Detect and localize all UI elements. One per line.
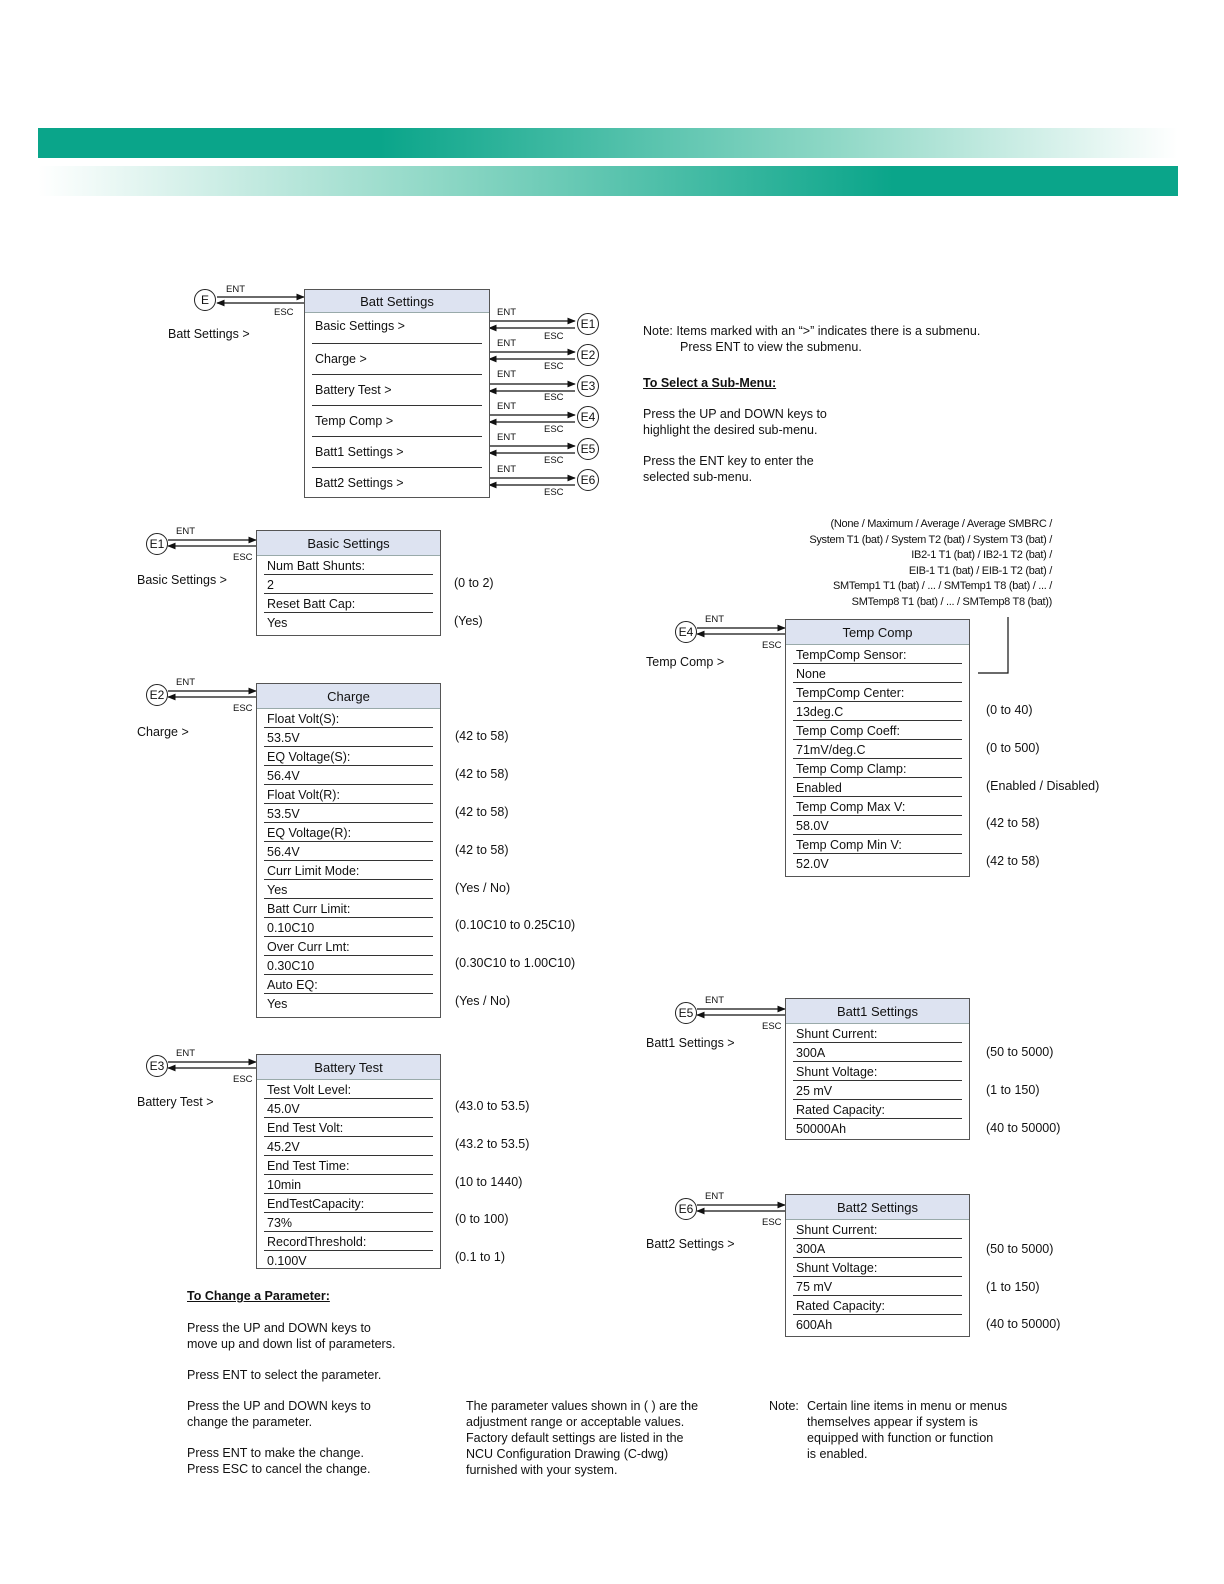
- node-e1: E1: [146, 533, 168, 555]
- param-value[interactable]: 45.2V: [264, 1137, 433, 1156]
- param-value[interactable]: 75 mV: [793, 1277, 962, 1296]
- batt2-settings-menu: [785, 1194, 970, 1337]
- node-e1[interactable]: E1: [577, 313, 599, 335]
- para-line: Press the UP and DOWN keys to: [643, 407, 827, 421]
- param-label: EQ Voltage(S):: [264, 747, 433, 766]
- param-label: TempComp Sensor:: [793, 645, 962, 664]
- para-line: equipped with function or function: [807, 1431, 994, 1445]
- select-submenu-para1: [643, 406, 827, 438]
- param-value[interactable]: Yes: [264, 880, 433, 899]
- param-label: Temp Comp Max V:: [793, 797, 962, 816]
- sensor-options: [760, 517, 1052, 610]
- batt-settings-menu: [304, 289, 490, 498]
- ent-label: ENT: [176, 526, 195, 537]
- range-text: (42 to 58): [455, 805, 509, 819]
- param-label: Test Volt Level:: [264, 1080, 433, 1099]
- range-text: (42 to 58): [986, 854, 1040, 868]
- param-label: Shunt Current:: [793, 1024, 962, 1043]
- e5-node-label: Batt1 Settings >: [646, 1036, 735, 1050]
- esc-label: ESC: [544, 361, 564, 372]
- note-submenu-line1: Note: Items marked with an “>” indicates there is a submenu.: [643, 324, 981, 338]
- select-submenu-para2: [643, 453, 814, 485]
- range-text: (0.30C10 to 1.00C10): [455, 956, 576, 970]
- para-line: change the parameter.: [187, 1415, 313, 1429]
- range-text: (Yes / No): [455, 994, 511, 1008]
- node-e4[interactable]: E4: [577, 406, 599, 428]
- param-value[interactable]: Yes: [267, 616, 288, 630]
- ent-label: ENT: [497, 432, 516, 443]
- batt1-settings-menu: [785, 998, 970, 1140]
- param-label: EndTestCapacity:: [264, 1194, 433, 1213]
- para-line: Certain line items in menu or menus: [807, 1399, 1008, 1413]
- param-value[interactable]: 45.0V: [264, 1099, 433, 1118]
- node-e3: E3: [146, 1055, 168, 1077]
- node-e6: E6: [675, 1198, 697, 1220]
- node-e5: E5: [675, 1002, 697, 1024]
- para-line: NCU Configuration Drawing (C-dwg): [466, 1447, 669, 1461]
- param-label: Shunt Voltage:: [793, 1258, 962, 1277]
- para-line: furnished with your system.: [466, 1463, 618, 1477]
- esc-label: ESC: [544, 455, 564, 466]
- range-text: (42 to 58): [455, 843, 509, 857]
- node-e5[interactable]: E5: [577, 438, 599, 460]
- ent-label: ENT: [497, 369, 516, 380]
- para-line: The parameter values shown in ( ) are the: [466, 1399, 699, 1413]
- param-value[interactable]: 56.4V: [264, 766, 433, 785]
- range-text: (0.1 to 1): [455, 1250, 506, 1264]
- ent-label: ENT: [497, 307, 516, 318]
- note-submenu-line2: Press ENT to view the submenu.: [680, 340, 862, 354]
- range-text: (0 to 2): [454, 576, 494, 590]
- param-value[interactable]: 0.100V: [267, 1254, 307, 1268]
- para-line: Factory default settings are listed in the: [466, 1431, 684, 1445]
- param-value[interactable]: 52.0V: [796, 857, 829, 871]
- ent-label: ENT: [705, 1191, 724, 1202]
- param-value[interactable]: 0.10C10: [264, 918, 433, 937]
- range-text: (0 to 500): [986, 741, 1040, 755]
- param-label: Num Batt Shunts:: [264, 556, 433, 575]
- ent-label: ENT: [705, 614, 724, 625]
- menu-item-battery-test[interactable]: Battery Test >: [312, 375, 482, 406]
- range-text: (0.10C10 to 0.25C10): [455, 918, 576, 932]
- e1-node-label: Basic Settings >: [137, 573, 227, 587]
- range-text: (40 to 50000): [986, 1121, 1061, 1135]
- param-label: Float Volt(S):: [264, 709, 433, 728]
- change-para4: [187, 1445, 370, 1477]
- menu-title: Basic Settings: [257, 531, 440, 556]
- parameter-values-note: [466, 1398, 698, 1478]
- menu-title: Temp Comp: [786, 620, 969, 645]
- range-text: (0 to 100): [455, 1212, 509, 1226]
- range-text: (50 to 5000): [986, 1242, 1054, 1256]
- esc-label: ESC: [233, 552, 253, 563]
- para-line: highlight the desired sub-menu.: [643, 423, 818, 437]
- ent-label: ENT: [176, 677, 195, 688]
- range-text: (42 to 58): [455, 767, 509, 781]
- param-label: Reset Batt Cap:: [264, 594, 433, 613]
- param-value[interactable]: 2: [264, 575, 433, 594]
- para-line: move up and down list of parameters.: [187, 1337, 396, 1351]
- param-label: RecordThreshold:: [264, 1232, 433, 1251]
- change-para3: [187, 1398, 371, 1430]
- menu-title: Batt1 Settings: [786, 999, 969, 1024]
- temp-comp-menu: [785, 619, 970, 877]
- menu-title: Batt Settings: [305, 290, 489, 313]
- sensor-options-line: IB2-1 T1 (bat) / IB2-1 T2 (bat) /: [911, 549, 1052, 561]
- sensor-options-line: EIB-1 T1 (bat) / EIB-1 T2 (bat) /: [908, 564, 1052, 577]
- menu-item-temp-comp[interactable]: Temp Comp >: [312, 406, 482, 437]
- node-e2[interactable]: E2: [577, 344, 599, 366]
- e2-node-label: Charge >: [137, 725, 189, 739]
- ent-label: ENT: [497, 401, 516, 412]
- param-value[interactable]: 10min: [264, 1175, 433, 1194]
- param-value[interactable]: 25 mV: [793, 1081, 962, 1100]
- param-label: Auto EQ:: [264, 975, 433, 994]
- esc-label: ESC: [274, 307, 294, 318]
- sensor-options-line: SMTemp1 T1 (bat) / ... / SMTemp1 T8 (bat) / ... /: [832, 580, 1052, 592]
- param-value[interactable]: Yes: [267, 997, 288, 1011]
- sensor-options-line: SMTemp8 T1 (bat) / ... / SMTemp8 T8 (bat)): [851, 595, 1052, 608]
- range-text: (42 to 58): [986, 816, 1040, 830]
- range-text: (0 to 40): [986, 703, 1033, 717]
- param-value[interactable]: 53.5V: [264, 728, 433, 747]
- ent-label: ENT: [497, 338, 516, 349]
- menu-item-batt2-settings[interactable]: Batt2 Settings >: [315, 476, 404, 490]
- esc-label: ESC: [762, 640, 782, 651]
- param-label: End Test Volt:: [264, 1118, 433, 1137]
- esc-label: ESC: [762, 1217, 782, 1228]
- menu-item-batt1-settings[interactable]: Batt1 Settings >: [312, 437, 482, 468]
- para-line: is enabled.: [807, 1447, 868, 1461]
- param-value[interactable]: 300A: [793, 1239, 962, 1258]
- param-label: Temp Comp Coeff:: [793, 721, 962, 740]
- sensor-options-line: (None / Maximum / Average / Average SMBRC /: [830, 518, 1052, 530]
- para-line: selected sub-menu.: [643, 470, 753, 484]
- param-value[interactable]: 58.0V: [793, 816, 962, 835]
- param-value[interactable]: 0.30C10: [264, 956, 433, 975]
- battery-test-menu: [256, 1054, 441, 1269]
- param-value[interactable]: Enabled: [793, 778, 962, 797]
- charge-menu: [256, 683, 441, 1018]
- para-line: themselves appear if system is: [807, 1415, 978, 1429]
- range-text: (43.0 to 53.5): [455, 1099, 530, 1113]
- e4-node-label: Temp Comp >: [646, 655, 725, 669]
- e3-node-label: Battery Test >: [137, 1095, 214, 1109]
- range-text: (Yes / No): [455, 881, 511, 895]
- param-value[interactable]: 13deg.C: [793, 702, 962, 721]
- node-e4: E4: [675, 621, 697, 643]
- node-e: E: [194, 289, 216, 311]
- node-e2: E2: [146, 684, 168, 706]
- para-line: Press the UP and DOWN keys to: [187, 1399, 371, 1413]
- param-label: TempComp Center:: [793, 683, 962, 702]
- param-value[interactable]: 53.5V: [264, 804, 433, 823]
- select-submenu-heading: To Select a Sub-Menu:: [643, 376, 777, 390]
- ent-label: ENT: [176, 1048, 195, 1059]
- menu-item-charge[interactable]: Charge >: [312, 344, 482, 375]
- range-text: (43.2 to 53.5): [455, 1137, 530, 1151]
- change-parameter-heading: To Change a Parameter:: [187, 1289, 330, 1303]
- para-line: Press the UP and DOWN keys to: [187, 1321, 371, 1335]
- param-label: Shunt Current:: [793, 1220, 962, 1239]
- param-label: Curr Limit Mode:: [264, 861, 433, 880]
- esc-label: ESC: [544, 331, 564, 342]
- param-value[interactable]: 56.4V: [264, 842, 433, 861]
- param-value[interactable]: None: [793, 664, 962, 683]
- menu-title: Batt2 Settings: [786, 1195, 969, 1220]
- param-label: Shunt Voltage:: [793, 1062, 962, 1081]
- param-value[interactable]: 600Ah: [796, 1318, 833, 1332]
- basic-settings-menu: [256, 530, 441, 636]
- param-label: EQ Voltage(R):: [264, 823, 433, 842]
- range-text: (Enabled / Disabled): [986, 779, 1100, 793]
- param-value[interactable]: 50000Ah: [796, 1122, 847, 1136]
- ent-label: ENT: [497, 464, 516, 475]
- range-text: (10 to 1440): [455, 1175, 523, 1189]
- range-text: (42 to 58): [455, 729, 509, 743]
- para-line: Press ENT to make the change.: [187, 1446, 364, 1460]
- esc-label: ESC: [544, 487, 564, 498]
- param-label: Temp Comp Clamp:: [793, 759, 962, 778]
- e6-node-label: Batt2 Settings >: [646, 1237, 735, 1251]
- range-text: (1 to 150): [986, 1083, 1040, 1097]
- note-bottom-body: [807, 1398, 1007, 1462]
- para-line: adjustment range or acceptable values.: [466, 1415, 685, 1429]
- param-value[interactable]: 300A: [793, 1043, 962, 1062]
- param-value[interactable]: 73%: [264, 1213, 433, 1232]
- esc-label: ESC: [544, 424, 564, 435]
- change-para2: Press ENT to select the parameter.: [187, 1368, 382, 1382]
- param-label: Rated Capacity:: [793, 1100, 962, 1119]
- para-line: Press ESC to cancel the change.: [187, 1462, 371, 1476]
- param-label: Rated Capacity:: [793, 1296, 962, 1315]
- menu-item-basic-settings[interactable]: Basic Settings >: [312, 313, 482, 344]
- esc-label: ESC: [762, 1021, 782, 1032]
- ent-label: ENT: [226, 284, 245, 295]
- menu-title: Battery Test: [257, 1055, 440, 1080]
- menu-title: Charge: [257, 684, 440, 709]
- sensor-options-line: System T1 (bat) / System T2 (bat) / System T3 (bat) /: [809, 533, 1052, 546]
- param-value[interactable]: 71mV/deg.C: [793, 740, 962, 759]
- esc-label: ESC: [233, 703, 253, 714]
- range-text: (40 to 50000): [986, 1317, 1061, 1331]
- node-e3[interactable]: E3: [577, 375, 599, 397]
- param-label: End Test Time:: [264, 1156, 433, 1175]
- param-label: Batt Curr Limit:: [264, 899, 433, 918]
- param-label: Float Volt(R):: [264, 785, 433, 804]
- main-node-label: Batt Settings >: [168, 327, 250, 341]
- change-para1: [187, 1320, 395, 1352]
- para-line: Press the ENT key to enter the: [643, 454, 814, 468]
- range-text: (1 to 150): [986, 1280, 1040, 1294]
- esc-label: ESC: [233, 1074, 253, 1085]
- param-label: Over Curr Lmt:: [264, 937, 433, 956]
- range-text: (Yes): [454, 614, 483, 628]
- note-bottom-prefix: Note:: [769, 1399, 799, 1413]
- ent-label: ENT: [705, 995, 724, 1006]
- param-label: Temp Comp Min V:: [793, 835, 962, 854]
- esc-label: ESC: [544, 392, 564, 403]
- node-e6[interactable]: E6: [577, 469, 599, 491]
- range-text: (50 to 5000): [986, 1045, 1054, 1059]
